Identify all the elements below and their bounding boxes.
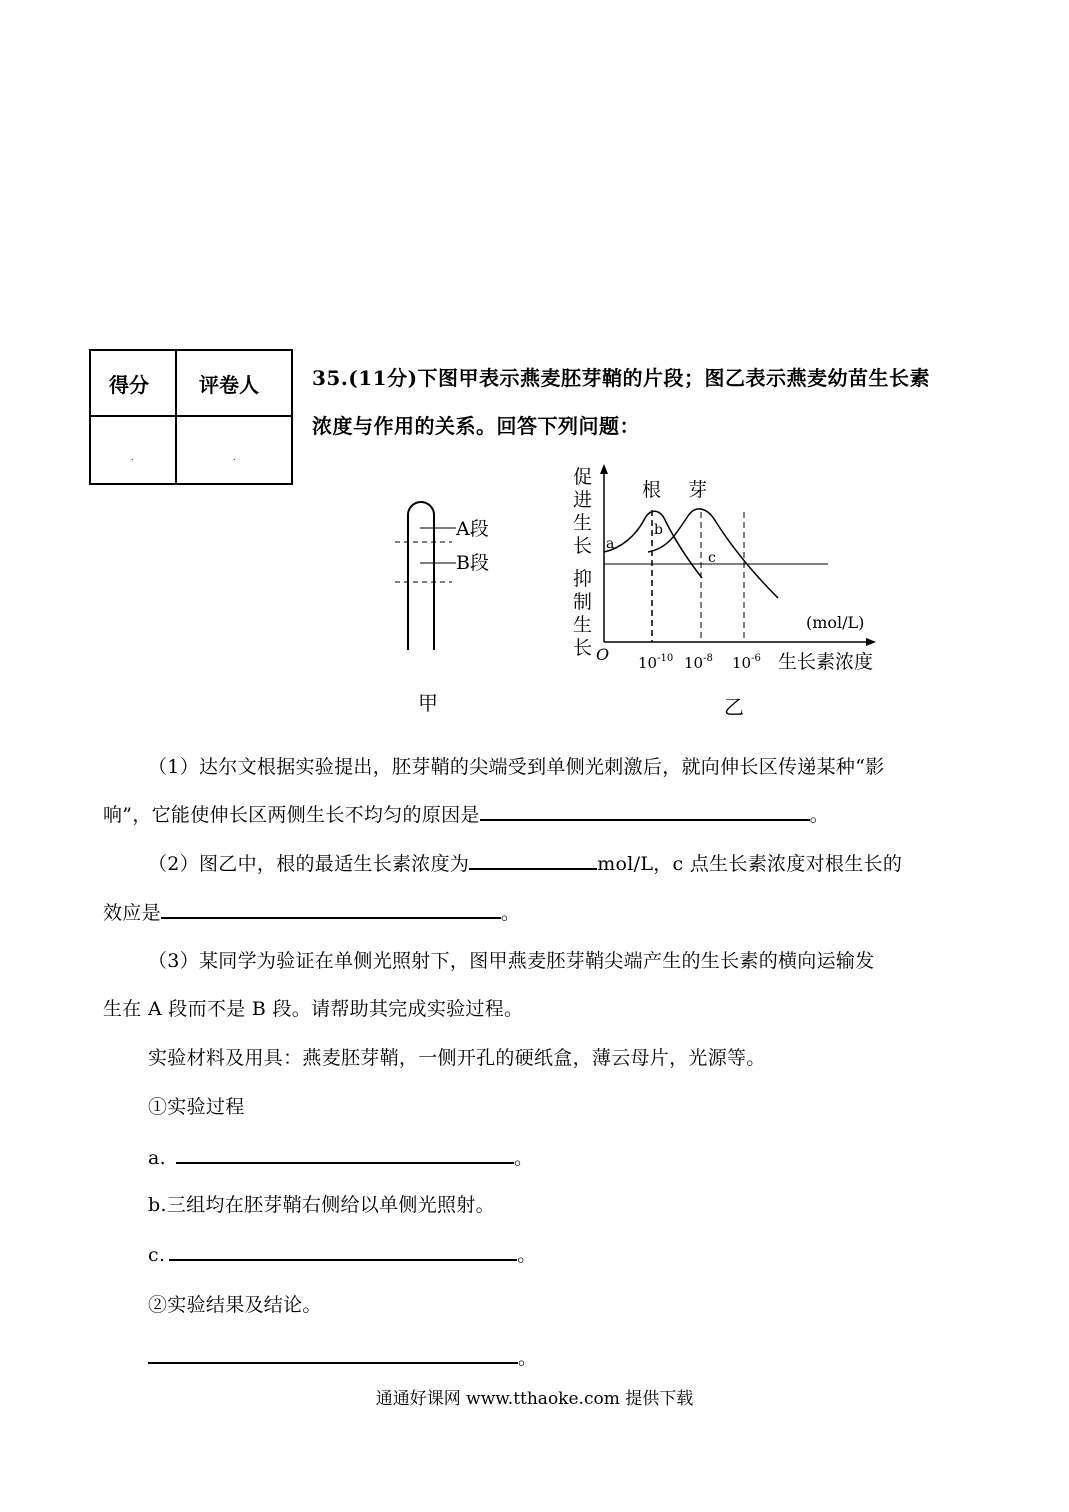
grader-header: 评卷人 (199, 373, 259, 397)
figure-yi-chart (560, 460, 910, 720)
point-b-label: b (654, 522, 663, 538)
result-line: 。 (148, 1343, 537, 1370)
q1-answer-blank[interactable] (480, 818, 810, 821)
table-divider (91, 415, 291, 417)
q3-line2: 生在 A 段而不是 B 段。请帮助其完成实验过程。 (103, 998, 524, 1020)
unit-label: (mol/L) (806, 613, 865, 632)
table-divider (175, 351, 177, 483)
origin-label: O (596, 645, 610, 664)
y-axis-inhibit-label: 抑 制 生 长 (573, 568, 593, 659)
question-title-line2: 浓度与作用的关系。回答下列问题： (312, 414, 640, 438)
tick-label-2: $10^{-8}$ (684, 653, 713, 672)
label-bud: 芽 (688, 479, 708, 501)
caption-yi: 乙 (724, 695, 744, 719)
q3-line1: （3）某同学为验证在单侧光照射下，图甲燕麦胚芽鞘尖端产生的生长素的横向运输发 (148, 950, 875, 972)
q1-line1: （1）达尔文根据实验提出，胚芽鞘的尖端受到单侧光刺激后，就向伸长区传递某种“影 (148, 756, 885, 778)
q2-concentration-blank[interactable] (469, 867, 597, 870)
point-c-label: c (708, 550, 716, 566)
tick-label-3: $10^{-6}$ (732, 653, 761, 672)
grader-cell[interactable]: . (233, 453, 236, 462)
y-axis-promote-label: 促 进 生 长 (573, 466, 593, 557)
x-axis-label: 生长素浓度 (778, 651, 874, 673)
footer-text: 通通好课网 www.tthaoke.com 提供下载 (375, 1389, 694, 1409)
q2-line1: （2）图乙中，根的最适生长素浓度为 mol/L，c 点生长素浓度对根生长的 (148, 853, 903, 875)
coleoptile-outline (408, 502, 434, 650)
q2-effect-blank[interactable] (161, 916, 501, 919)
score-cell[interactable]: . (131, 453, 134, 462)
q2-line2: 效应是 。 (103, 902, 521, 924)
y-axis-arrow (600, 464, 608, 474)
step-a-blank[interactable] (176, 1161, 514, 1164)
point-a-label: a (606, 536, 615, 552)
label-root: 根 (642, 479, 662, 501)
figure-jia (380, 495, 520, 720)
step-c: c. 。 (148, 1244, 537, 1266)
result-title: ②实验结果及结论。 (148, 1294, 322, 1316)
step-a: a. 。 (148, 1147, 534, 1169)
root-curve (604, 511, 702, 578)
step-c-blank[interactable] (169, 1258, 517, 1261)
caption-jia: 甲 (418, 691, 438, 715)
step-title: ①实验过程 (148, 1096, 245, 1118)
materials-text: 实验材料及用具：燕麦胚芽鞘，一侧开孔的硬纸盒，薄云母片，光源等。 (148, 1047, 766, 1069)
question-title-line1: 35.(11分)下图甲表示燕麦胚芽鞘的片段；图乙表示燕麦幼苗生长素 (312, 366, 931, 390)
q1-line2: 响”，它能使伸长区两侧生长不均匀的原因是 。 (103, 804, 830, 826)
x-axis-arrow (866, 638, 876, 646)
score-table (89, 349, 293, 485)
result-blank[interactable] (148, 1361, 518, 1364)
step-b: b.三组均在胚芽鞘右侧给以单侧光照射。 (148, 1194, 495, 1216)
tick-label-1: $10^{-10}$ (638, 653, 674, 672)
label-a-segment: A段 (456, 518, 489, 540)
label-b-segment: B段 (456, 552, 489, 574)
score-header: 得分 (109, 373, 149, 397)
